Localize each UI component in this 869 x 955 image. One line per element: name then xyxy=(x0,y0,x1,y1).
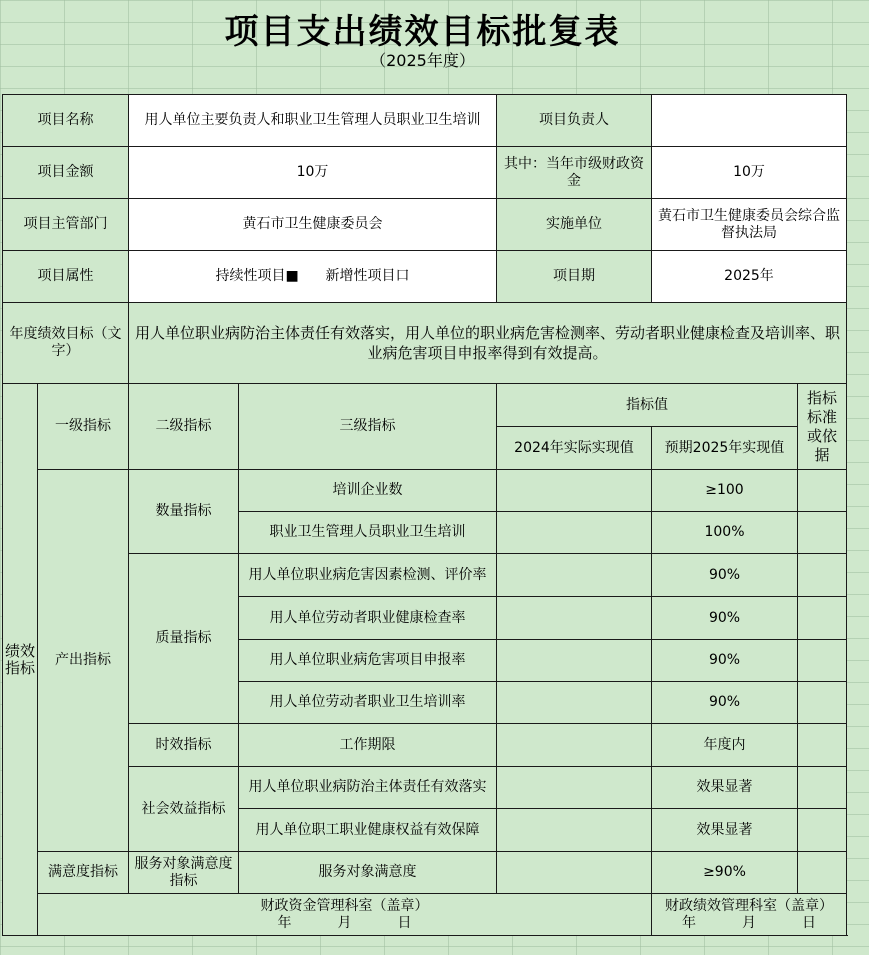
indicator-name: 用人单位劳动者职业卫生培训率 xyxy=(239,682,497,724)
project-name-label: 项目名称 xyxy=(3,95,129,147)
page-title: 项目支出绩效目标批复表 xyxy=(224,12,621,52)
indicator-actual xyxy=(497,554,652,597)
impl-value: 黄石市卫生健康委员会综合监督执法局 xyxy=(652,199,847,251)
indicator-actual xyxy=(497,809,652,852)
dept-label: 项目主管部门 xyxy=(3,199,129,251)
indicator-name: 用人单位职工职业健康权益有效保障 xyxy=(239,809,497,852)
indicator-actual xyxy=(497,724,652,767)
indicator-expected: ≥90% xyxy=(652,852,798,894)
city-funds-label: 其中：当年市级财政资金 xyxy=(497,147,652,199)
header-level3: 三级指标 xyxy=(239,384,497,470)
project-name-value: 用人单位主要负责人和职业卫生管理人员职业卫生培训 xyxy=(129,95,497,147)
indicator-name: 服务对象满意度 xyxy=(239,852,497,894)
period-value: 2025年 xyxy=(652,251,847,303)
goal-label: 年度绩效目标（文字） xyxy=(3,303,129,384)
indicator-expected: ≥100 xyxy=(652,470,798,512)
period-label: 项目期 xyxy=(497,251,652,303)
indicator-actual xyxy=(497,852,652,894)
indicator-name: 用人单位职业病危害因素检测、评价率 xyxy=(239,554,497,597)
header-basis: 指标标准或依据 xyxy=(798,384,847,470)
indicator-basis xyxy=(798,597,847,640)
indicators-section-label: 绩效指标 xyxy=(3,384,38,936)
indicator-basis xyxy=(798,554,847,597)
header-expected-2025: 预期2025年实现值 xyxy=(652,427,798,470)
project-leader-value xyxy=(652,95,847,147)
timeliness-indicator-label: 时效指标 xyxy=(129,724,239,767)
indicator-expected: 年度内 xyxy=(652,724,798,767)
indicator-expected: 90% xyxy=(652,597,798,640)
indicator-expected: 90% xyxy=(652,640,798,682)
indicator-expected: 效果显著 xyxy=(652,767,798,809)
project-leader-label: 项目负责人 xyxy=(497,95,652,147)
indicator-expected: 90% xyxy=(652,554,798,597)
indicator-name: 培训企业数 xyxy=(239,470,497,512)
page-subtitle: （2025年度） xyxy=(370,51,475,70)
footer-right-office: 财政绩效管理科室（盖章） xyxy=(665,897,833,914)
footer-left-office: 财政资金管理科室（盖章） xyxy=(260,897,429,914)
indicator-basis xyxy=(798,809,847,852)
footer-left-year: 年 xyxy=(277,914,292,931)
indicator-actual xyxy=(497,597,652,640)
indicator-expected: 90% xyxy=(652,682,798,724)
amount-value: 10万 xyxy=(129,147,497,199)
indicator-actual xyxy=(497,767,652,809)
approval-form-table xyxy=(2,94,847,936)
indicator-basis xyxy=(798,682,847,724)
footer-right-signature xyxy=(652,894,847,936)
indicator-name: 用人单位劳动者职业健康检查率 xyxy=(239,597,497,640)
footer-right-year: 年 xyxy=(682,914,696,931)
indicator-basis xyxy=(798,852,847,894)
amount-label: 项目金额 xyxy=(3,147,129,199)
header-level2: 二级指标 xyxy=(129,384,239,470)
header-actual-2024: 2024年实际实现值 xyxy=(497,427,652,470)
footer-right-day: 日 xyxy=(802,914,816,931)
indicator-name: 用人单位职业病防治主体责任有效落实 xyxy=(239,767,497,809)
quality-indicator-label: 质量指标 xyxy=(129,554,239,724)
header-value: 指标值 xyxy=(497,384,798,427)
footer-right-month: 月 xyxy=(742,914,756,931)
footer-left-day: 日 xyxy=(397,914,412,931)
header-level1: 一级指标 xyxy=(38,384,129,470)
indicator-basis xyxy=(798,724,847,767)
attr-label: 项目属性 xyxy=(3,251,129,303)
footer-left-signature xyxy=(38,894,652,936)
indicator-name: 用人单位职业病危害项目申报率 xyxy=(239,640,497,682)
indicator-actual xyxy=(497,682,652,724)
goal-text: 用人单位职业病防治主体责任有效落实，用人单位的职业病危害检测率、劳动者职业健康检查及培训率、职业病危害项目申报率得到有效提高。 xyxy=(129,303,847,384)
indicator-basis xyxy=(798,512,847,554)
social-indicator-label: 社会效益指标 xyxy=(129,767,239,852)
footer-right-date xyxy=(654,915,844,932)
city-funds-value: 10万 xyxy=(652,147,847,199)
indicator-name: 职业卫生管理人员职业卫生培训 xyxy=(239,512,497,554)
indicator-basis xyxy=(798,470,847,512)
indicator-actual xyxy=(497,640,652,682)
indicator-actual xyxy=(497,470,652,512)
impl-label: 实施单位 xyxy=(497,199,652,251)
quantity-indicator-label: 数量指标 xyxy=(129,470,239,554)
indicator-basis xyxy=(798,640,847,682)
indicator-name: 工作期限 xyxy=(239,724,497,767)
attr-value: 持续性项目■ 新增性项目口 xyxy=(129,251,497,303)
indicator-expected: 100% xyxy=(652,512,798,554)
satisfaction-subindicator-label: 服务对象满意度指标 xyxy=(129,852,239,894)
output-indicator-label: 产出指标 xyxy=(38,470,129,852)
footer-left-date xyxy=(40,915,649,932)
satisfaction-indicator-label: 满意度指标 xyxy=(38,852,129,894)
footer-left-month: 月 xyxy=(337,914,352,931)
dept-value: 黄石市卫生健康委员会 xyxy=(129,199,497,251)
indicator-basis xyxy=(798,767,847,809)
indicator-actual xyxy=(497,512,652,554)
indicator-expected: 效果显著 xyxy=(652,809,798,852)
